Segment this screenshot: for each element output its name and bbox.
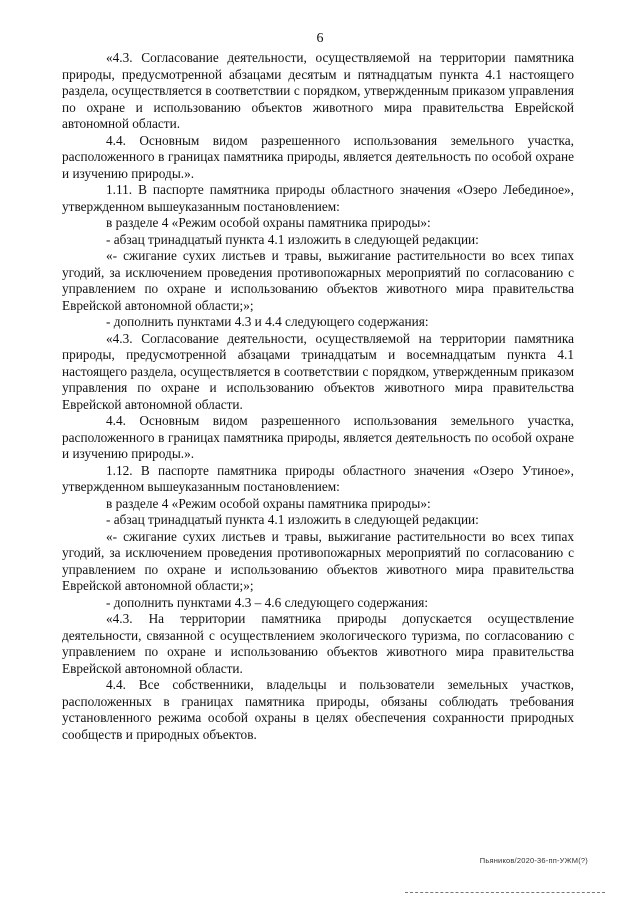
paragraph-4-3-approval-lebedinoe: «4.3. Согласование деятельности, осуществляемой на территории памятника природы, предусмотренной абзацами тринадцатым и восемнадцатым пункта 4.1 настоящего раздела, осуществляется в соответствии с порядком, утвержденным приказом управления по охране и использованию объектов животного мира правительства Еврейской автономной области.	[62, 330, 574, 412]
paragraph-4-4-land-use: 4.4. Основным видом разрешенного использования земельного участка, расположенного в границах памятника природы, является деятельность по особой охране и изучению природы.».	[62, 132, 574, 181]
paragraph-burning-ban-utinoe: «- сжигание сухих листьев и травы, выжигание растительности во всех типах угодий, за исключением проведения противопожарных мероприятий по согласованию с управлением по охране и использованию объектов животного мира правительства Еврейской автономной области;»;	[62, 528, 574, 593]
paragraph-section-4-ref-utinoe: в разделе 4 «Режим особой охраны памятника природы»:	[106, 495, 431, 511]
paragraph-4-3-approval: «4.3. Согласование деятельности, осуществляемой на территории памятника природы, предусмотренной абзацами десятым и пятнадцатым пункта 4.1 настоящего раздела, осуществляется в соответствии с порядком, утвержденным приказом управления по охране и использованию объектов животного мира правительства Еврейской автономной области.	[62, 50, 574, 131]
paragraph-clause-13-edit-utinoe: - абзац тринадцатый пункта 4.1 изложить в следующей редакции:	[106, 512, 479, 527]
paragraph-burning-ban: «- сжигание сухих листьев и травы, выжигание растительности во всех типах угодий, за исключением проведения противопожарных мероприятий по согласованию с управлением по охране и использованию объектов животного мира правительства Еврейской автономной области;»;	[62, 248, 574, 313]
paragraph-4-3-ecotourism: «4.3. На территории памятника природы допускается осуществление деятельности, связанной с осуществлением экологического туризма, по согласованию с управлением по охране и использованию объектов животного мира правительства Еврейской автономной области.	[62, 611, 574, 676]
paragraph-1-11-lebedinoe: 1.11. В паспорте памятника природы областного значения «Озеро Лебединое», утвержденном вышеуказанным постановлением:	[62, 182, 574, 214]
paragraph-add-4-3-4-6: - дополнить пунктами 4.3 – 4.6 следующего содержания:	[106, 594, 429, 610]
paragraph-add-4-3-4-4: - дополнить пунктами 4.3 и 4.4 следующего содержания:	[106, 314, 429, 329]
scan-artifact-line	[405, 892, 605, 894]
paragraph-4-4-land-owners: 4.4. Все собственники, владельцы и пользователи земельных участков, расположенных в границах памятника природы, обязаны соблюдать требования установленного режима особой охраны в целях обеспечения сохранности природных сообществ и природных объектов.	[62, 677, 574, 742]
paragraph-1-12-utinoe: 1.12. В паспорте памятника природы областного значения «Озеро Утиное», утвержденном вышеуказанным постановлением:	[62, 462, 574, 494]
paragraph-section-4-ref: в разделе 4 «Режим особой охраны памятника природы»:	[106, 215, 431, 230]
document-footer-code: Пьяников/2020-36-пп-УЖМ(?)	[479, 856, 588, 865]
document-body	[62, 50, 574, 743]
page-number: 6	[316, 31, 324, 46]
paragraph-clause-13-edit: - абзац тринадцатый пункта 4.1 изложить в следующей редакции:	[106, 231, 479, 247]
paragraph-4-4-land-use-lebedinoe: 4.4. Основным видом разрешенного использования земельного участка, расположенного в границах памятника природы, является деятельность по особой охране и изучению природы.».	[62, 413, 574, 461]
